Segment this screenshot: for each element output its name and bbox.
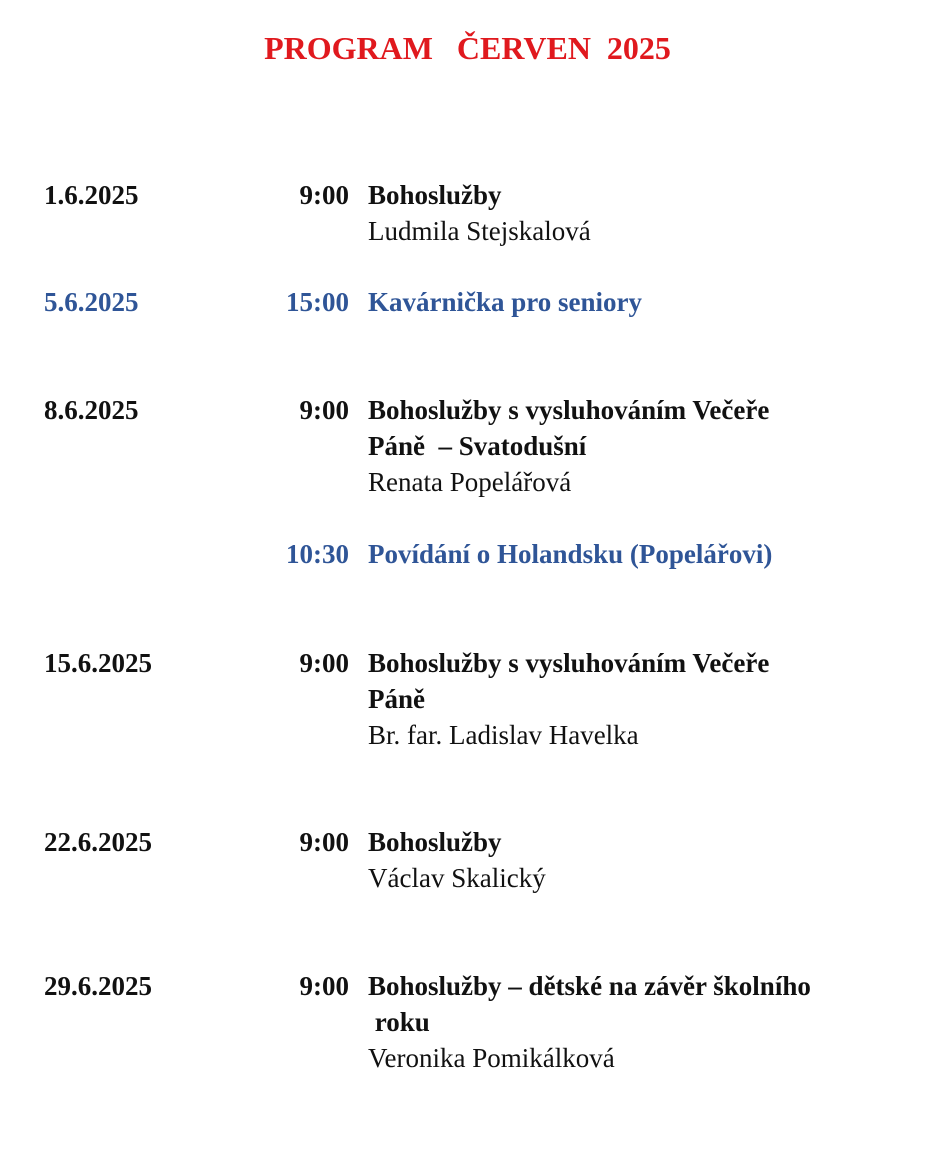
event-2-title: Kavárnička pro seniory (368, 287, 643, 317)
event-1-title: Bohoslužby (368, 180, 502, 210)
event-7-person: Veronika Pomikálková (368, 1043, 615, 1073)
event-1-time: 9:00 (299, 180, 349, 210)
event-3-title-line-1: Bohoslužby s vysluhováním Večeře (368, 395, 770, 425)
event-6-date: 22.6.2025 (44, 827, 152, 857)
event-3-title-line-2: Páně – Svatodušní (368, 431, 587, 461)
event-2-date: 5.6.2025 (44, 287, 139, 317)
event-7-title-line-2: roku (368, 1007, 430, 1037)
event-7-time: 9:00 (299, 971, 349, 1001)
event-5-title-line-2: Páně (368, 684, 425, 714)
event-5-date: 15.6.2025 (44, 648, 152, 678)
event-1-date: 1.6.2025 (44, 180, 139, 210)
event-2-time: 15:00 (286, 287, 349, 317)
event-6-person: Václav Skalický (368, 863, 546, 893)
event-5-person: Br. far. Ladislav Havelka (368, 720, 639, 750)
event-1-person: Ludmila Stejskalová (368, 216, 591, 246)
event-3-date: 8.6.2025 (44, 395, 139, 425)
event-7-title-line-1: Bohoslužby – dětské na závěr školního (368, 971, 811, 1001)
event-7-date: 29.6.2025 (44, 971, 152, 1001)
event-6-time: 9:00 (299, 827, 349, 857)
event-4-time: 10:30 (286, 539, 349, 569)
event-4-title: Povídání o Holandsku (Popelářovi) (368, 539, 773, 569)
event-5-title-line-1: Bohoslužby s vysluhováním Večeře (368, 648, 770, 678)
page-title: PROGRAM ČERVEN 2025 (264, 30, 671, 66)
event-3-time: 9:00 (299, 395, 349, 425)
event-3-person: Renata Popelářová (368, 467, 572, 497)
event-5-time: 9:00 (299, 648, 349, 678)
event-6-title: Bohoslužby (368, 827, 502, 857)
